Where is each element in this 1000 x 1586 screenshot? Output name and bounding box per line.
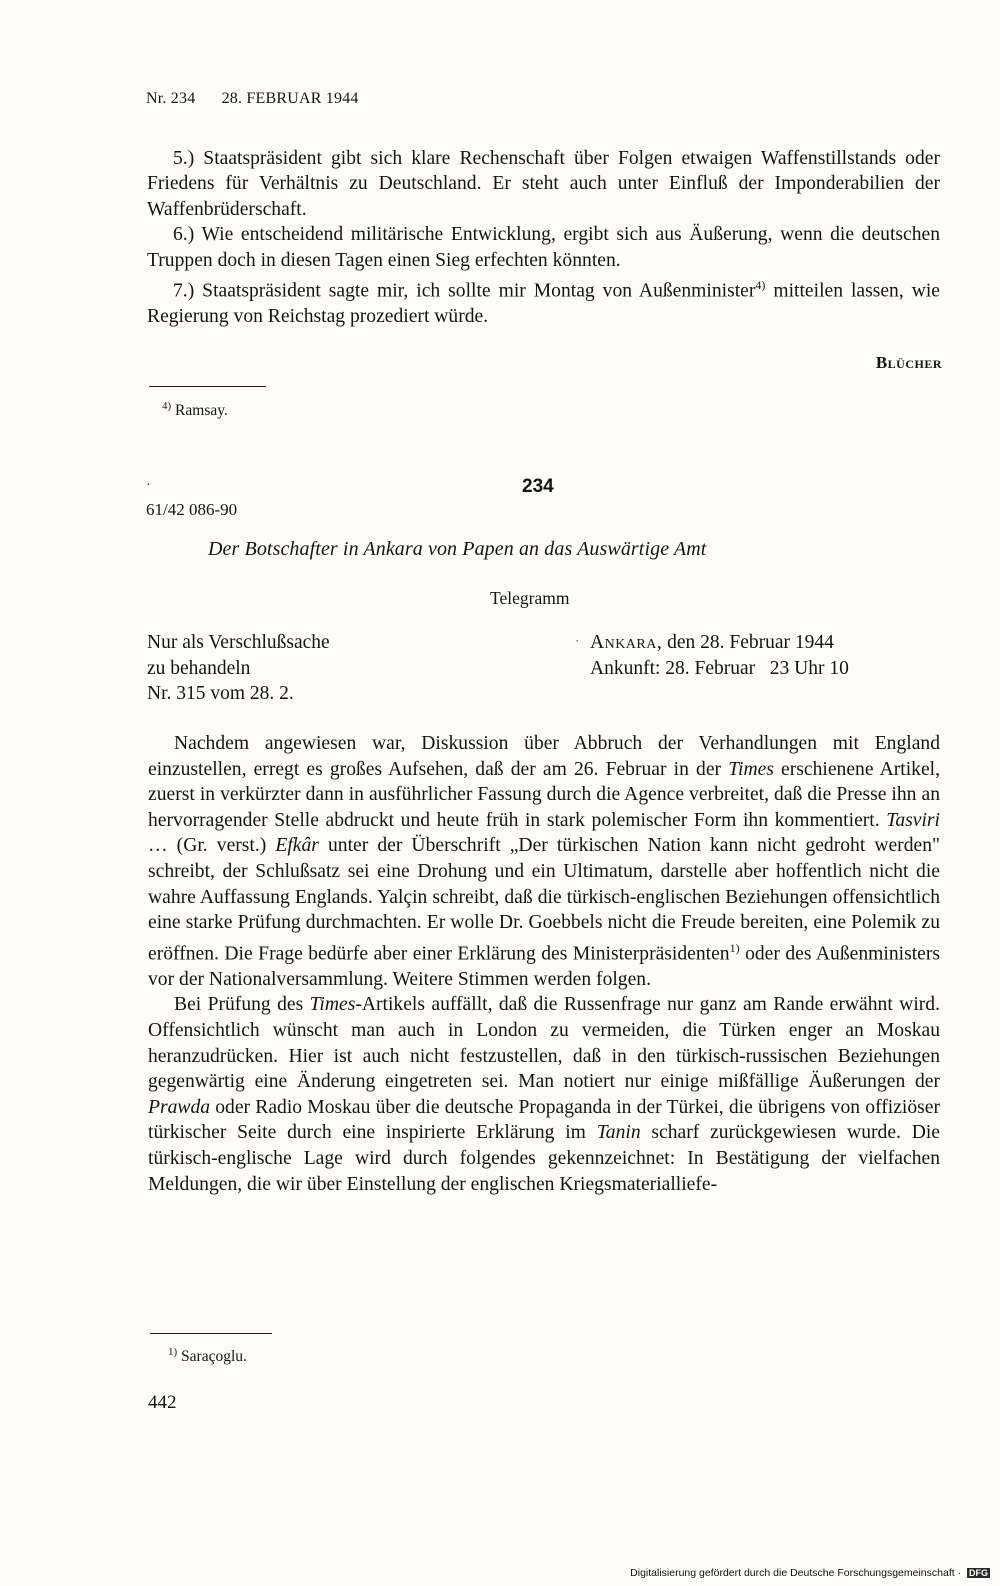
newspaper-name: Efkâr <box>275 835 319 857</box>
paragraph-7-text: 7.) Staatspräsident sagte mir, ich sollte mir Montag von Außenminister <box>173 280 756 302</box>
newspaper-name: Tasviri <box>886 809 940 831</box>
footnote-text: Saraçoglu. <box>181 1348 247 1366</box>
text-run: erschienene Artikel, zuerst in verkürzter dann in ausführlicher Fassung durch die Agence verbreitet, daß die Presse ihn an hervorragender Stelle abdruckt und heute früh in stark polemischer Form ihn kommentiert. <box>148 758 940 831</box>
footnote-ref-4: 4) <box>755 278 766 293</box>
paragraph-6: 6.) Wie entscheidend militärische Entwicklung, ergibt sich aus Äußerung, wenn die deutschen Truppen doch in diesen Tagen einen Sieg erfechten könnten. <box>147 224 940 271</box>
newspaper-name: Tanin <box>596 1122 641 1144</box>
footnote-1 <box>168 1346 247 1366</box>
document-number: 234 <box>522 476 554 497</box>
stray-mark-2: · <box>575 633 580 648</box>
newspaper-name: Times <box>309 994 356 1016</box>
newspaper-name: Times <box>728 758 774 780</box>
classification-line-2: zu behandeln <box>147 657 251 679</box>
text-run: Bei Prüfung des <box>174 994 310 1016</box>
paragraph-7 <box>147 273 940 329</box>
dispatch-block <box>590 630 849 681</box>
footnote-4 <box>162 400 228 420</box>
newspaper-name: Prawda <box>148 1096 211 1118</box>
header-date: 28. FEBRUAR 1944 <box>221 90 359 107</box>
footnote-mark: 4) <box>162 400 172 412</box>
running-header <box>146 90 359 108</box>
page-number: 442 <box>148 1392 177 1413</box>
footnote-text: Ramsay. <box>175 402 228 420</box>
place-name: Ankara, <box>590 632 663 653</box>
body-paragraph-1 <box>148 731 940 992</box>
text-run: … (Gr. verst.) <box>148 835 276 857</box>
dfg-logo: DFG <box>969 1568 988 1578</box>
body-paragraph-2 <box>148 992 940 1197</box>
text-run: -Artikels auffällt, daß die Russenfrage nur ganz am Rande erwähnt wird. Offensichtlich wünscht man auch in London zu vermeiden, die Türken enger an Moskau heranzudrücken. Hier ist auch nicht festzustellen, daß in den türkisch-russischen Beziehungen gegenwärtig eine Änderung eingetreten sei. Man notiert nur einige mißfällige Äußerungen der <box>148 994 940 1093</box>
arrival-line: Ankunft: 28. Februar 23 Uhr 10 <box>590 657 849 679</box>
footnote-mark: 1) <box>168 1346 178 1358</box>
classification-line-1: Nur als Verschlußsache <box>147 632 330 653</box>
footnote-ref-1: 1) <box>729 940 740 955</box>
document-type: Telegramm <box>490 588 570 608</box>
credit-text: Digitalisierung gefördert durch die Deutsche Forschungsgemeinschaft · <box>630 1567 962 1579</box>
text-run: oder des Außenministers vor der Nationalversammlung. Weitere Stimmen werden folgen. <box>148 943 940 990</box>
telegram-number: Nr. 315 vom 28. 2. <box>147 683 294 704</box>
document-title: Der Botschafter in Ankara von Papen an das Auswärtige Amt <box>208 538 707 560</box>
text-run: oder Radio Moskau über die deutsche Propaganda in der Türkei, die übrigens von offiziöser türkischer Seite durch eine inspirierte Erklärung im <box>148 1096 940 1144</box>
text-run: unter der Überschrift „Der türkischen Nation kann nicht gedroht werden" schreibt, der Schlußsatz sei eine Drohung und ein Ultimatum, darstelle aber hoffentlich nicht die wahre Auffassung Englands. Yalçin schreibt, daß die türkisch-englischen Beziehungen offensichtlich eine starke Prüfung durchmachten. Er wolle Dr. Goebbels nicht die Freude bereiten, eine Polemik zu eröffnen. Die Frage bedürfe aber einer Erklärung des Ministerpräsidenten <box>148 835 940 965</box>
telegram-body <box>148 731 940 1197</box>
paragraph-7-rest: mitteilen lassen, wie Regierung von Reichstag prozediert würde. <box>147 280 940 327</box>
text-run: Nachdem angewiesen war, Diskussion über Abbruch der Verhandlungen mit England einzustellen, erregt es großes Aufsehen, daß der am 26. Februar in der <box>148 733 940 780</box>
dispatch-line <box>590 630 849 656</box>
previous-document-text <box>147 146 940 329</box>
classification-block <box>147 630 330 707</box>
digitization-credit <box>630 1567 990 1579</box>
footnote-rule <box>149 386 266 387</box>
footnote-rule <box>150 1333 272 1334</box>
header-docref: Nr. 234 <box>146 90 196 107</box>
dispatch-date: den 28. Februar 1944 <box>662 632 834 653</box>
stray-mark: · <box>146 478 151 493</box>
signature: Blücher <box>875 353 942 372</box>
text-run: scharf zurückgewiesen wurde. Die türkisch-englische Lage wird durch folgendes gekennzeichnet: In Bestätigung der vielfachen Meldungen, die wir über Einstellung der englischen Kriegsmaterialliefe- <box>148 1122 940 1195</box>
paragraph-5: 5.) Staatspräsident gibt sich klare Rechenschaft über Folgen etwaigen Waffenstillstands oder Friedens für Verhältnis zu Deutschland. Er steht auch unter Einfluß der Imponderabilien der Waffenbrüderschaft. <box>147 148 940 220</box>
file-reference: 61/42 086-90 <box>146 500 238 519</box>
